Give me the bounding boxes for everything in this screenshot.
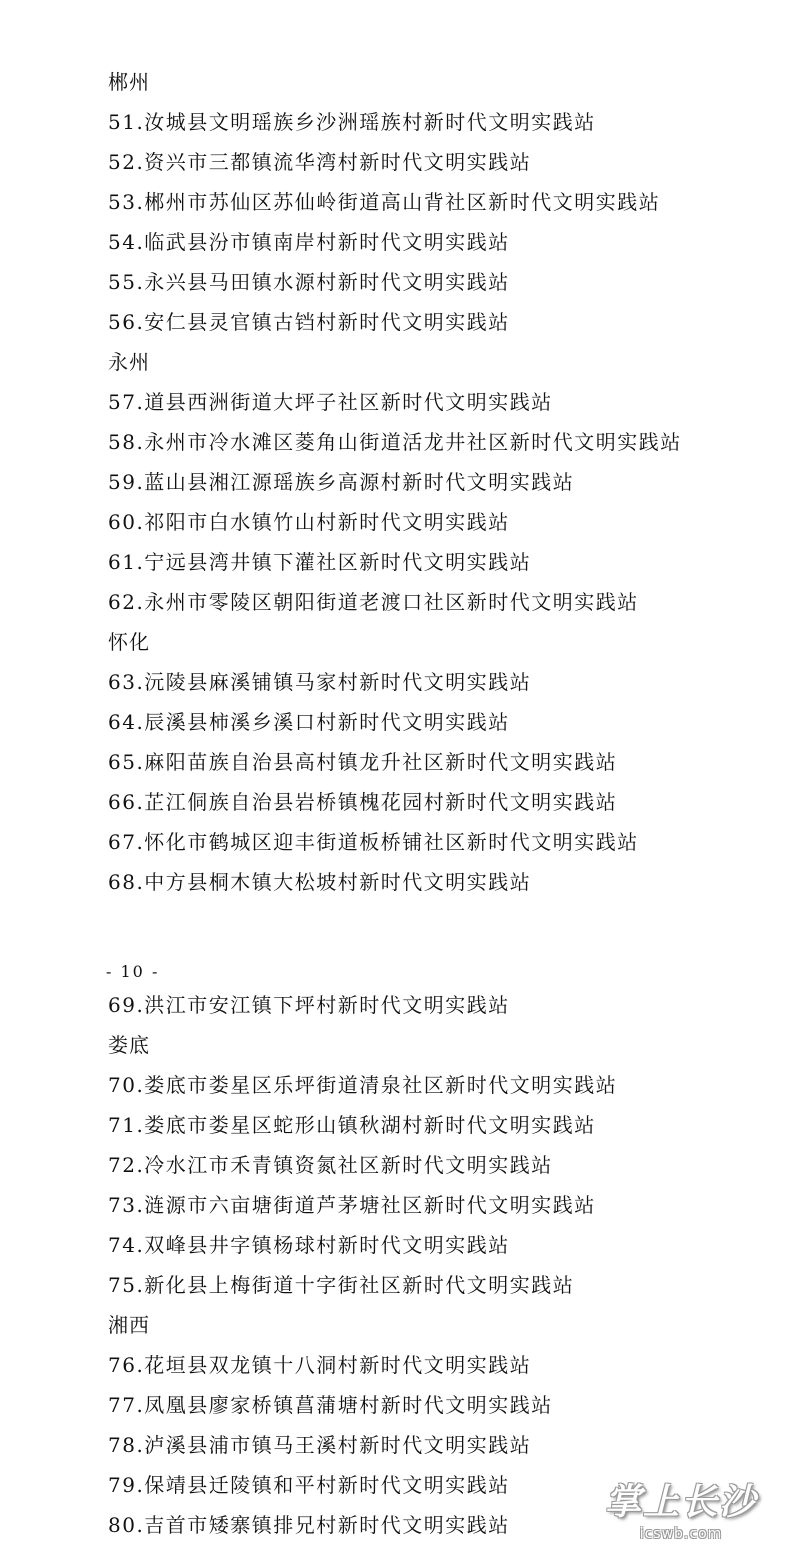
region-heading: 永州 bbox=[108, 350, 150, 374]
list-item: 54.临武县汾市镇南岸村新时代文明实践站 bbox=[108, 230, 510, 254]
region-heading: 郴州 bbox=[108, 70, 150, 94]
page-11-list bbox=[108, 985, 788, 1545]
list-item: 73.涟源市六亩塘街道芦茅塘社区新时代文明实践站 bbox=[108, 1193, 596, 1217]
list-item: 52.资兴市三都镇流华湾村新时代文明实践站 bbox=[108, 150, 532, 174]
watermark-text: 掌上长沙 bbox=[604, 1482, 757, 1523]
page-10-list bbox=[108, 62, 788, 902]
list-item: 62.永州市零陵区朝阳街道老渡口社区新时代文明实践站 bbox=[108, 590, 639, 614]
watermark-url: icswb.com bbox=[639, 1526, 723, 1542]
list-item: 65.麻阳苗族自治县高村镇龙升社区新时代文明实践站 bbox=[108, 750, 618, 774]
page-number: - 10 - bbox=[106, 962, 160, 981]
watermark-logo bbox=[586, 1481, 776, 1549]
list-item: 56.安仁县灵官镇古铛村新时代文明实践站 bbox=[108, 310, 510, 334]
list-item: 74.双峰县井字镇杨球村新时代文明实践站 bbox=[108, 1233, 510, 1257]
list-item: 78.泸溪县浦市镇马王溪村新时代文明实践站 bbox=[108, 1433, 532, 1457]
list-item: 69.洪江市安江镇下坪村新时代文明实践站 bbox=[108, 993, 510, 1017]
region-heading: 湘西 bbox=[108, 1313, 150, 1337]
list-item: 66.芷江侗族自治县岩桥镇槐花园村新时代文明实践站 bbox=[108, 790, 618, 814]
region-heading: 娄底 bbox=[108, 1033, 150, 1057]
list-item: 70.娄底市娄星区乐坪街道清泉社区新时代文明实践站 bbox=[108, 1073, 618, 1097]
list-item: 71.娄底市娄星区蛇形山镇秋湖村新时代文明实践站 bbox=[108, 1113, 596, 1137]
list-item: 58.永州市冷水滩区菱角山街道活龙井社区新时代文明实践站 bbox=[108, 430, 682, 454]
list-item: 80.吉首市矮寨镇排兄村新时代文明实践站 bbox=[108, 1513, 510, 1537]
list-item: 77.凤凰县廖家桥镇菖蒲塘村新时代文明实践站 bbox=[108, 1393, 553, 1417]
list-item: 59.蓝山县湘江源瑶族乡高源村新时代文明实践站 bbox=[108, 470, 575, 494]
list-item: 75.新化县上梅街道十字街社区新时代文明实践站 bbox=[108, 1273, 575, 1297]
list-item: 53.郴州市苏仙区苏仙岭街道高山背社区新时代文明实践站 bbox=[108, 190, 661, 214]
list-item: 79.保靖县迁陵镇和平村新时代文明实践站 bbox=[108, 1473, 510, 1497]
list-item: 51.汝城县文明瑶族乡沙洲瑶族村新时代文明实践站 bbox=[108, 110, 596, 134]
list-item: 72.冷水江市禾青镇资氮社区新时代文明实践站 bbox=[108, 1153, 553, 1177]
list-item: 68.中方县桐木镇大松坡村新时代文明实践站 bbox=[108, 870, 532, 894]
list-item: 57.道县西洲街道大坪子社区新时代文明实践站 bbox=[108, 390, 553, 414]
list-item: 64.辰溪县柿溪乡溪口村新时代文明实践站 bbox=[108, 710, 510, 734]
list-item: 67.怀化市鹤城区迎丰街道板桥铺社区新时代文明实践站 bbox=[108, 830, 639, 854]
list-item: 55.永兴县马田镇水源村新时代文明实践站 bbox=[108, 270, 510, 294]
region-heading: 怀化 bbox=[108, 630, 150, 654]
list-item: 60.祁阳市白水镇竹山村新时代文明实践站 bbox=[108, 510, 510, 534]
list-item: 76.花垣县双龙镇十八洞村新时代文明实践站 bbox=[108, 1353, 532, 1377]
list-item: 61.宁远县湾井镇下灌社区新时代文明实践站 bbox=[108, 550, 532, 574]
list-item: 63.沅陵县麻溪铺镇马家村新时代文明实践站 bbox=[108, 670, 532, 694]
